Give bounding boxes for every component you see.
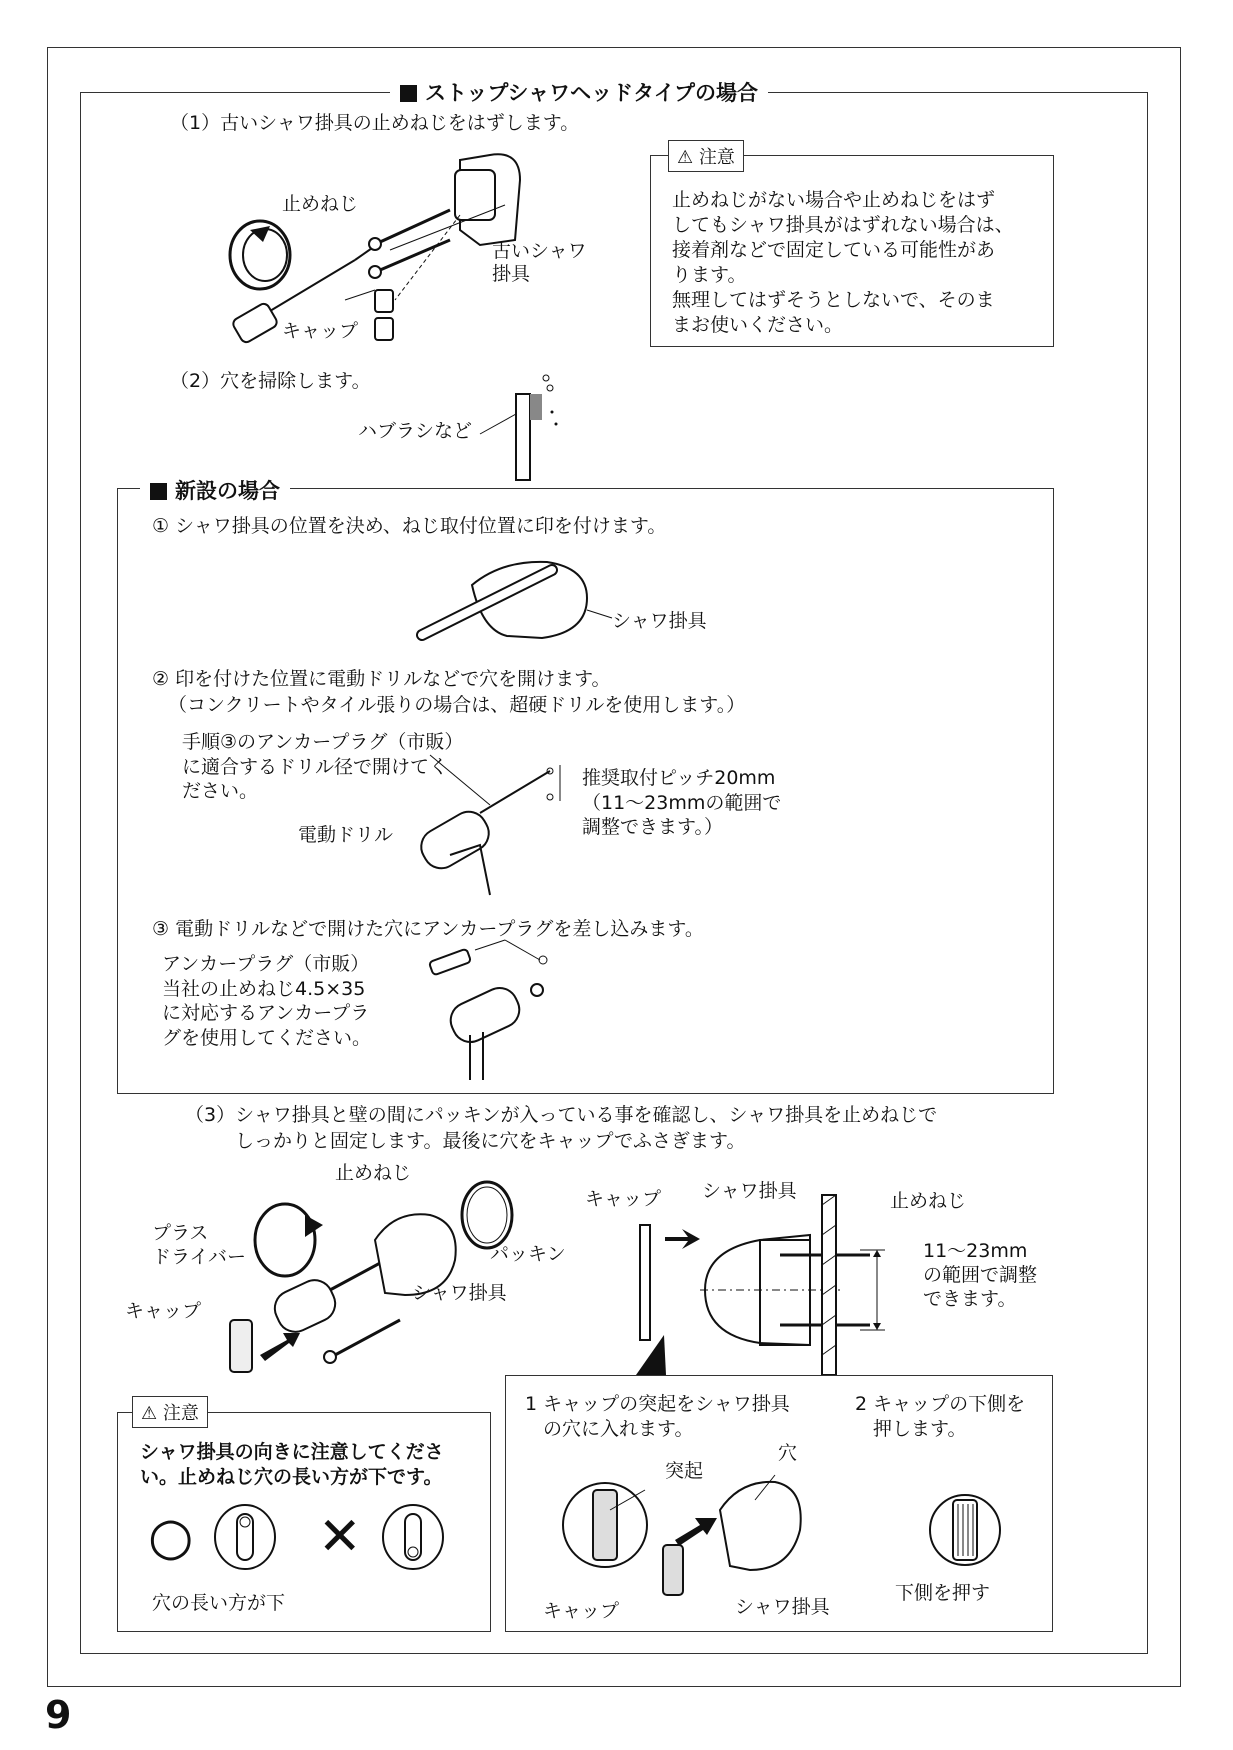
anchor-note-line: に対応するアンカープラ xyxy=(162,1002,370,1025)
new-step2-line1: ② 印を付けた位置に電動ドリルなどで穴を開けます。 xyxy=(152,668,611,690)
cap-step2-line: 2 キャップの下側を xyxy=(855,1393,1026,1415)
pitch-note-line: 推奨取付ピッチ20mm xyxy=(582,767,776,789)
stop-heading-text: ストップシャワヘッドタイプの場合 xyxy=(425,81,759,105)
label-cap-section: キャップ xyxy=(585,1188,662,1210)
label-cap-step: キャップ xyxy=(543,1600,620,1622)
drill-illustration xyxy=(410,745,560,895)
stop-step1: （1）古いシャワ掛具の止めねじをはずします。 xyxy=(170,112,580,134)
caution-line: 止めねじがない場合や止めねじをはず xyxy=(672,189,996,211)
new-heading-text: 新設の場合 xyxy=(175,479,280,503)
label-toothbrush: ハブラシなど xyxy=(358,420,473,442)
caution-title-1: 注意 xyxy=(698,147,735,168)
warning-icon: ⚠ xyxy=(141,1403,158,1424)
mark-position-illustration xyxy=(412,550,612,650)
label-screw: 止めねじ xyxy=(282,193,359,215)
step3-line1: （3）シャワ掛具と壁の間にパッキンが入っている事を確認し、シャワ掛具を止めねじで xyxy=(185,1104,938,1126)
anchor-note-line: グを使用してください。 xyxy=(162,1027,372,1050)
square-bullet-icon xyxy=(150,483,167,500)
square-bullet-icon xyxy=(400,85,417,102)
drill-note-line: ださい。 xyxy=(182,780,259,803)
label-holder-new: シャワ掛具 xyxy=(612,610,707,632)
ok-mark: ○ xyxy=(148,1507,194,1567)
label-long-hole: 穴の長い方が下 xyxy=(152,1592,286,1614)
label-hole: 穴 xyxy=(778,1442,798,1464)
toothbrush-illustration xyxy=(480,372,570,482)
anchor-note-line: 当社の止めねじ4.5×35 xyxy=(162,977,366,1000)
drill-note-line: 手順③のアンカープラグ（市販） xyxy=(182,731,464,753)
range-note xyxy=(923,1240,1037,1311)
page-number: 9 xyxy=(45,1693,72,1737)
stop-section-heading xyxy=(390,77,768,107)
new-step1: ① シャワ掛具の位置を決め、ねじ取付位置に印を付けます。 xyxy=(152,515,667,537)
range-note-line: の範囲で調整 xyxy=(923,1263,1038,1286)
pitch-note-line: 調整できます。） xyxy=(582,816,723,839)
caution-title-2: 注意 xyxy=(162,1403,199,1424)
new-section-heading xyxy=(140,475,290,505)
cross-section-illustration xyxy=(640,1195,890,1375)
anchor-plug-illustration xyxy=(395,940,575,1080)
cap-step2-line: 押します。 xyxy=(873,1417,967,1440)
label-packing: パッキン xyxy=(490,1243,566,1265)
fix-holder-illustration xyxy=(225,1175,545,1385)
label-screw-section: 止めねじ xyxy=(890,1190,967,1212)
pitch-note-line: （11～23mmの範囲で xyxy=(582,791,782,814)
rotate-arrow-icon xyxy=(255,1204,323,1276)
new-step3: ③ 電動ドリルなどで開けた穴にアンカープラグを差し込みます。 xyxy=(152,918,704,940)
caution-text-2 xyxy=(140,1440,444,1490)
new-step2-line2: （コンクリートやタイル張りの場合は、超硬ドリルを使用します。） xyxy=(168,694,746,716)
label-old-holder-text: 古いシャワ 掛具 xyxy=(492,240,587,285)
label-protrusion: 突起 xyxy=(665,1460,704,1482)
press-cap-illustration xyxy=(925,1490,1005,1570)
drill-note-line: に適合するドリル径で開けてく xyxy=(182,755,449,778)
caution-line: い。止めねじ穴の長い方が下です。 xyxy=(140,1466,443,1489)
cap-step1-line: 1 キャップの突起をシャワ掛具 xyxy=(525,1393,790,1415)
label-cap-3: キャップ xyxy=(125,1300,202,1322)
label-holder-step: シャワ掛具 xyxy=(735,1596,830,1618)
label-holder-section: シャワ掛具 xyxy=(702,1180,797,1202)
range-note-line: 11～23mm xyxy=(923,1240,1028,1262)
label-press-bottom: 下側を押す xyxy=(895,1582,991,1604)
caution-text-1 xyxy=(672,188,1014,338)
label-driver xyxy=(152,1222,246,1270)
correct-orientation-icon xyxy=(210,1502,280,1572)
caution-line: してもシャワ掛具がはずれない場合は、 xyxy=(672,214,1014,237)
caution-line: まお使いください。 xyxy=(672,314,844,337)
caution-line: 無理してはずそうとしないで、そのま xyxy=(672,289,995,312)
caution-line: 接着剤などで固定している可能性があ xyxy=(672,239,996,262)
cap-step1-line: の穴に入れます。 xyxy=(543,1417,694,1440)
cap-insert-illustration xyxy=(555,1470,825,1600)
cap-step1 xyxy=(525,1392,790,1441)
ng-mark: ✕ xyxy=(318,1507,362,1567)
label-screw-3: 止めねじ xyxy=(335,1162,412,1184)
caution-label-1 xyxy=(668,140,744,172)
anchor-note-line: アンカープラグ（市販） xyxy=(162,953,370,975)
step3-line2: しっかりと固定します。最後に穴をキャップでふさぎます。 xyxy=(235,1130,746,1152)
cap-step2 xyxy=(855,1392,1025,1441)
caution-line: シャワ掛具の向きに注意してくださ xyxy=(140,1441,444,1463)
range-note-line: できます。 xyxy=(923,1287,1017,1310)
label-old-holder xyxy=(492,240,587,286)
anchor-note xyxy=(162,952,371,1051)
label-holder-3: シャワ掛具 xyxy=(412,1282,507,1304)
stop-step2: （2）穴を掃除します。 xyxy=(170,370,371,392)
pitch-note xyxy=(582,766,781,840)
caution-line: ります。 xyxy=(672,264,747,287)
wrong-orientation-icon xyxy=(378,1502,448,1572)
rotate-arrow-icon xyxy=(230,221,290,289)
caution-label-2 xyxy=(132,1396,208,1428)
label-cap: キャップ xyxy=(282,320,359,342)
warning-icon: ⚠ xyxy=(677,147,694,168)
label-driver-text: プラス ドライバー xyxy=(152,1222,247,1268)
label-electric-drill: 電動ドリル xyxy=(298,824,394,846)
pointer-triangle xyxy=(636,1335,666,1375)
